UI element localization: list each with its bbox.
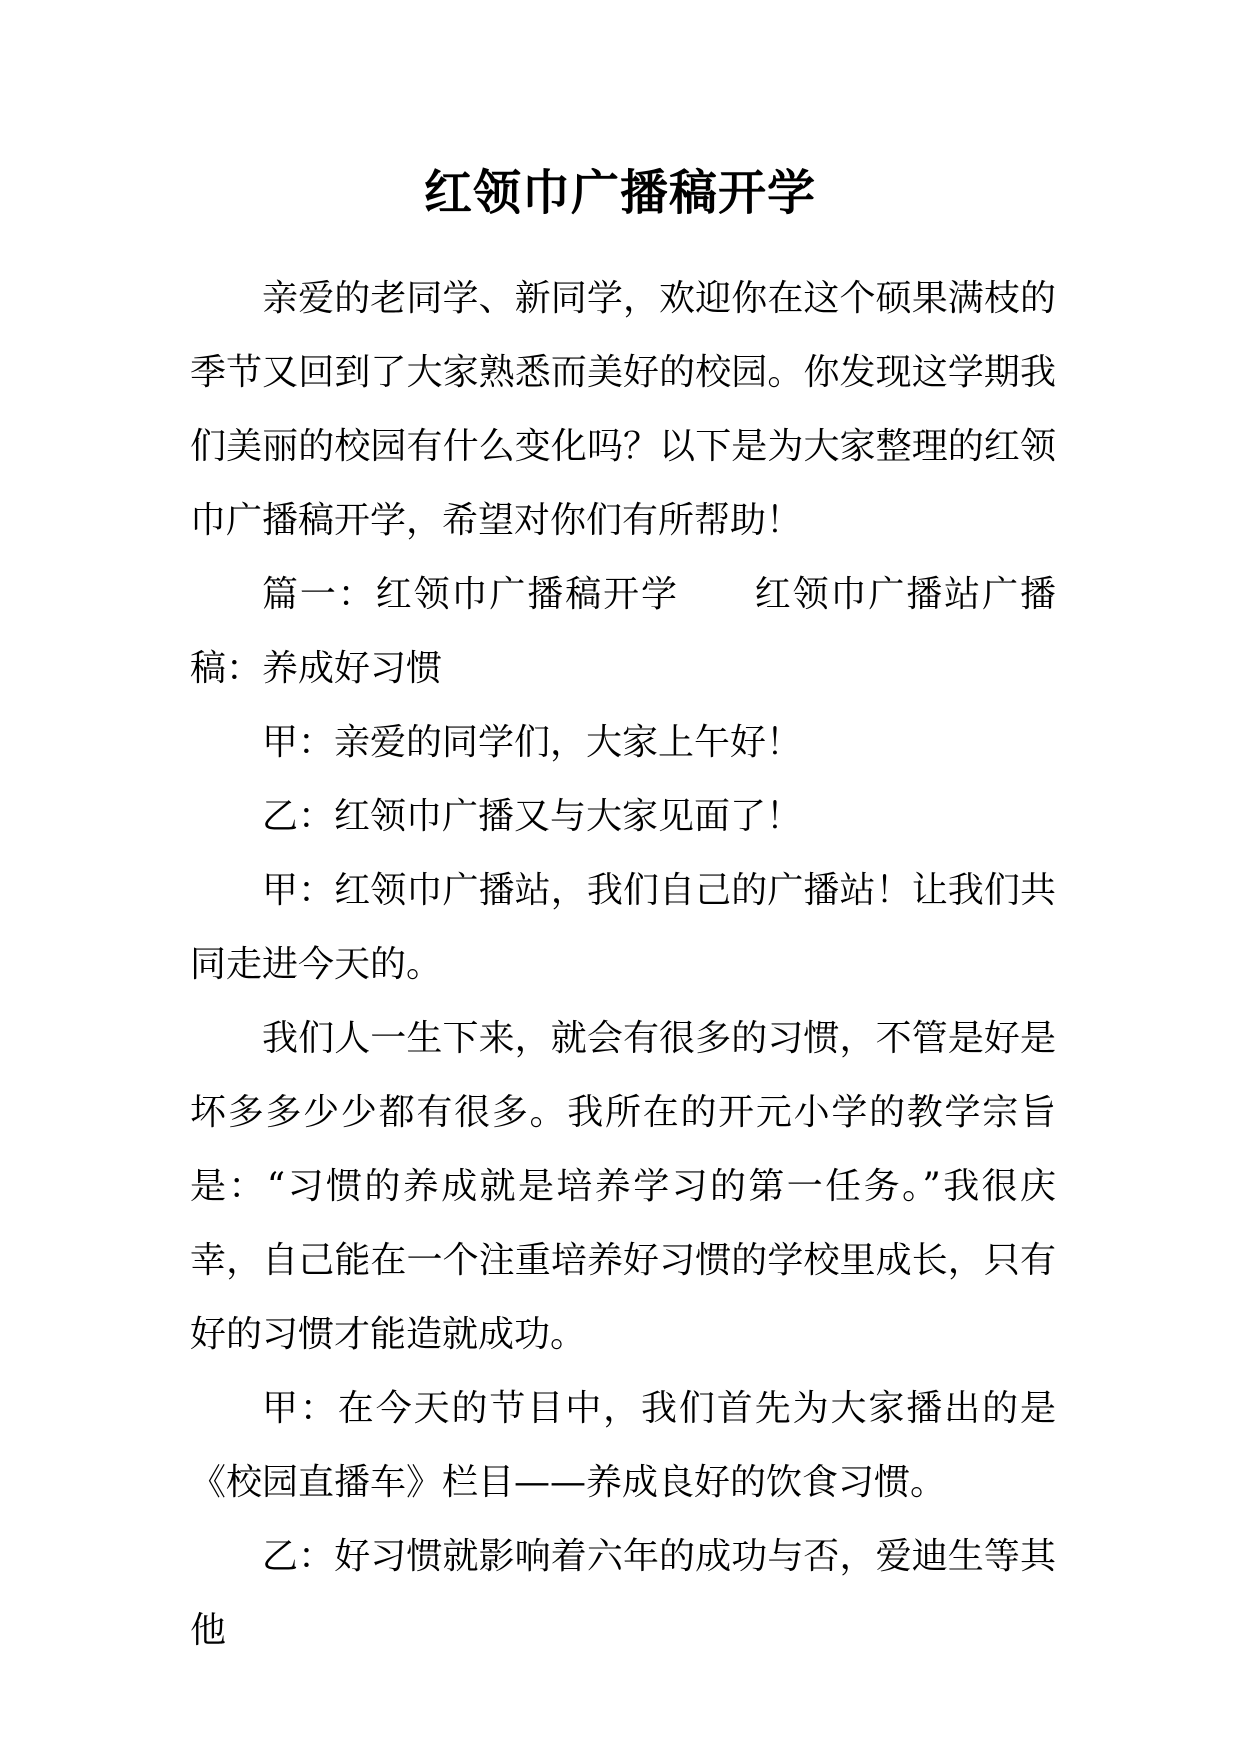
paragraph-section-heading: 篇一：红领巾广播稿开学 红领巾广播站广播稿：养成好习惯	[190, 574, 1056, 689]
paragraph-intro: 亲爱的老同学、新同学，欢迎你在这个硕果满枝的季节又回到了大家熟悉而美好的校园。你发现这学期我们美丽的校园有什么变化吗？以下是为大家整理的红领巾广播稿开学，希望对你们有所帮助！	[190, 278, 1056, 541]
paragraph-habits: 我们人一生下来，就会有很多的习惯，不管是好是坏多多少少都有很多。我所在的开元小学的教学宗旨是：“习惯的养成就是培养学习的第一任务。”我很庆幸，自己能在一个注重培养好习惯的学校里成长，只有好的习惯才能造就成功。	[190, 1018, 1056, 1355]
paragraph-dialogue: 乙：好习惯就影响着六年的成功与否，爱迪生等其他	[190, 1536, 1056, 1651]
document-body	[190, 262, 1056, 1668]
paragraph-dialogue: 乙：红领巾广播又与大家见面了！	[262, 796, 803, 837]
paragraph-dialogue: 甲：亲爱的同学们，大家上午好！	[262, 722, 803, 763]
document-title: 红领巾广播稿开学	[423, 165, 816, 221]
paragraph-dialogue: 甲：在今天的节目中，我们首先为大家播出的是《校园直播车》栏目——养成良好的饮食习惯。	[190, 1388, 1056, 1503]
paragraph-dialogue: 甲：红领巾广播站，我们自己的广播站！让我们共同走进今天的。	[190, 870, 1056, 985]
